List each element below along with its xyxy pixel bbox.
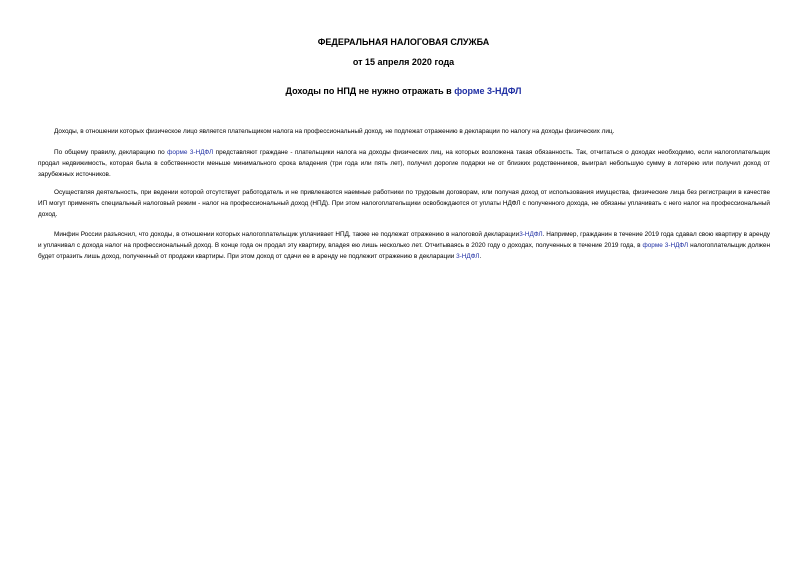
agency-heading: ФЕДЕРАЛЬНАЯ НАЛОГОВАЯ СЛУЖБА <box>317 37 490 47</box>
paragraph-4-form-link-1[interactable]: 3-НДФЛ <box>519 231 543 238</box>
paragraph-3 <box>38 187 770 231</box>
paragraph-2-text-b: представляют граждане - плательщики налога на доходы физических лиц, на которых возложена такая обязанность. Так, отчитаться о доходах необходимо, если налогоплательщик продал недвижимость, которая была в собственности меньше минимального срока владения (три года или пять лет), получил дорогие подарки не от близких родственников, выиграл небольшую сумму в лотерею или получил доход от зарубежных источников. <box>38 149 770 178</box>
date-heading: от 15 апреля 2020 года <box>352 57 455 67</box>
paragraph-4-text-b: . Например, гражданин в течение 2019 года сдавал свою квартиру в аренду и уплачивал с дохода налог на профессиональный доход. В конце года он продал эту квартиру, владея ею лишь несколько лет. Отчитываясь в 2020 году о доходах, полученных в течение 2019 года, в <box>38 231 770 249</box>
title-text: Доходы по НПД не нужно отражать в <box>285 86 455 96</box>
paragraph-4 <box>38 229 770 273</box>
paragraph-2-text-a: По общему правилу, декларацию по <box>54 149 168 156</box>
title-form-link[interactable]: форме 3-НДФЛ <box>454 86 522 96</box>
paragraph-4-form-link-3[interactable]: 3-НДФЛ <box>456 253 480 260</box>
paragraph-2-form-link[interactable]: форме 3-НДФЛ <box>167 149 214 156</box>
paragraph-4-text-a: Минфин России разъяснил, что доходы, в отношении которых налогоплательщик уплачивает НПД, также не подлежат отражению в налоговой декларации <box>54 231 520 238</box>
paragraph-2 <box>38 147 770 191</box>
paragraph-3-text: Осуществляя деятельность, при ведении которой отсутствует работодатель и не привлекаются наемные работники по трудовым договорам, или получая доход от использования имущества, физические лица без регистрации в качестве ИП могут применять специальный налоговый режим - налог на профессиональный доход (НПД). При этом налогоплательщики освобождаются от уплаты НДФЛ с полученного дохода, не обязаны уплачивать с него налог на профессиональный доход. <box>38 189 770 218</box>
paragraph-4-form-link-2[interactable]: форме 3-НДФЛ <box>642 242 689 249</box>
paragraph-1 <box>38 126 770 148</box>
paragraph-4-text-c: налогоплательщик должен будет отразить лишь доход, полученный от продажи квартиры. При этом доход от сдачи ее в аренду не подлежит отражению в декларации <box>38 242 770 260</box>
paragraph-4-text-d: . <box>479 253 482 260</box>
document-title <box>0 86 807 97</box>
paragraph-1-text: Доходы, в отношении которых физическое лицо является плательщиком налога на профессиональный доход, не подлежат отражению в декларации по налогу на доходы физических лиц. <box>54 128 615 135</box>
